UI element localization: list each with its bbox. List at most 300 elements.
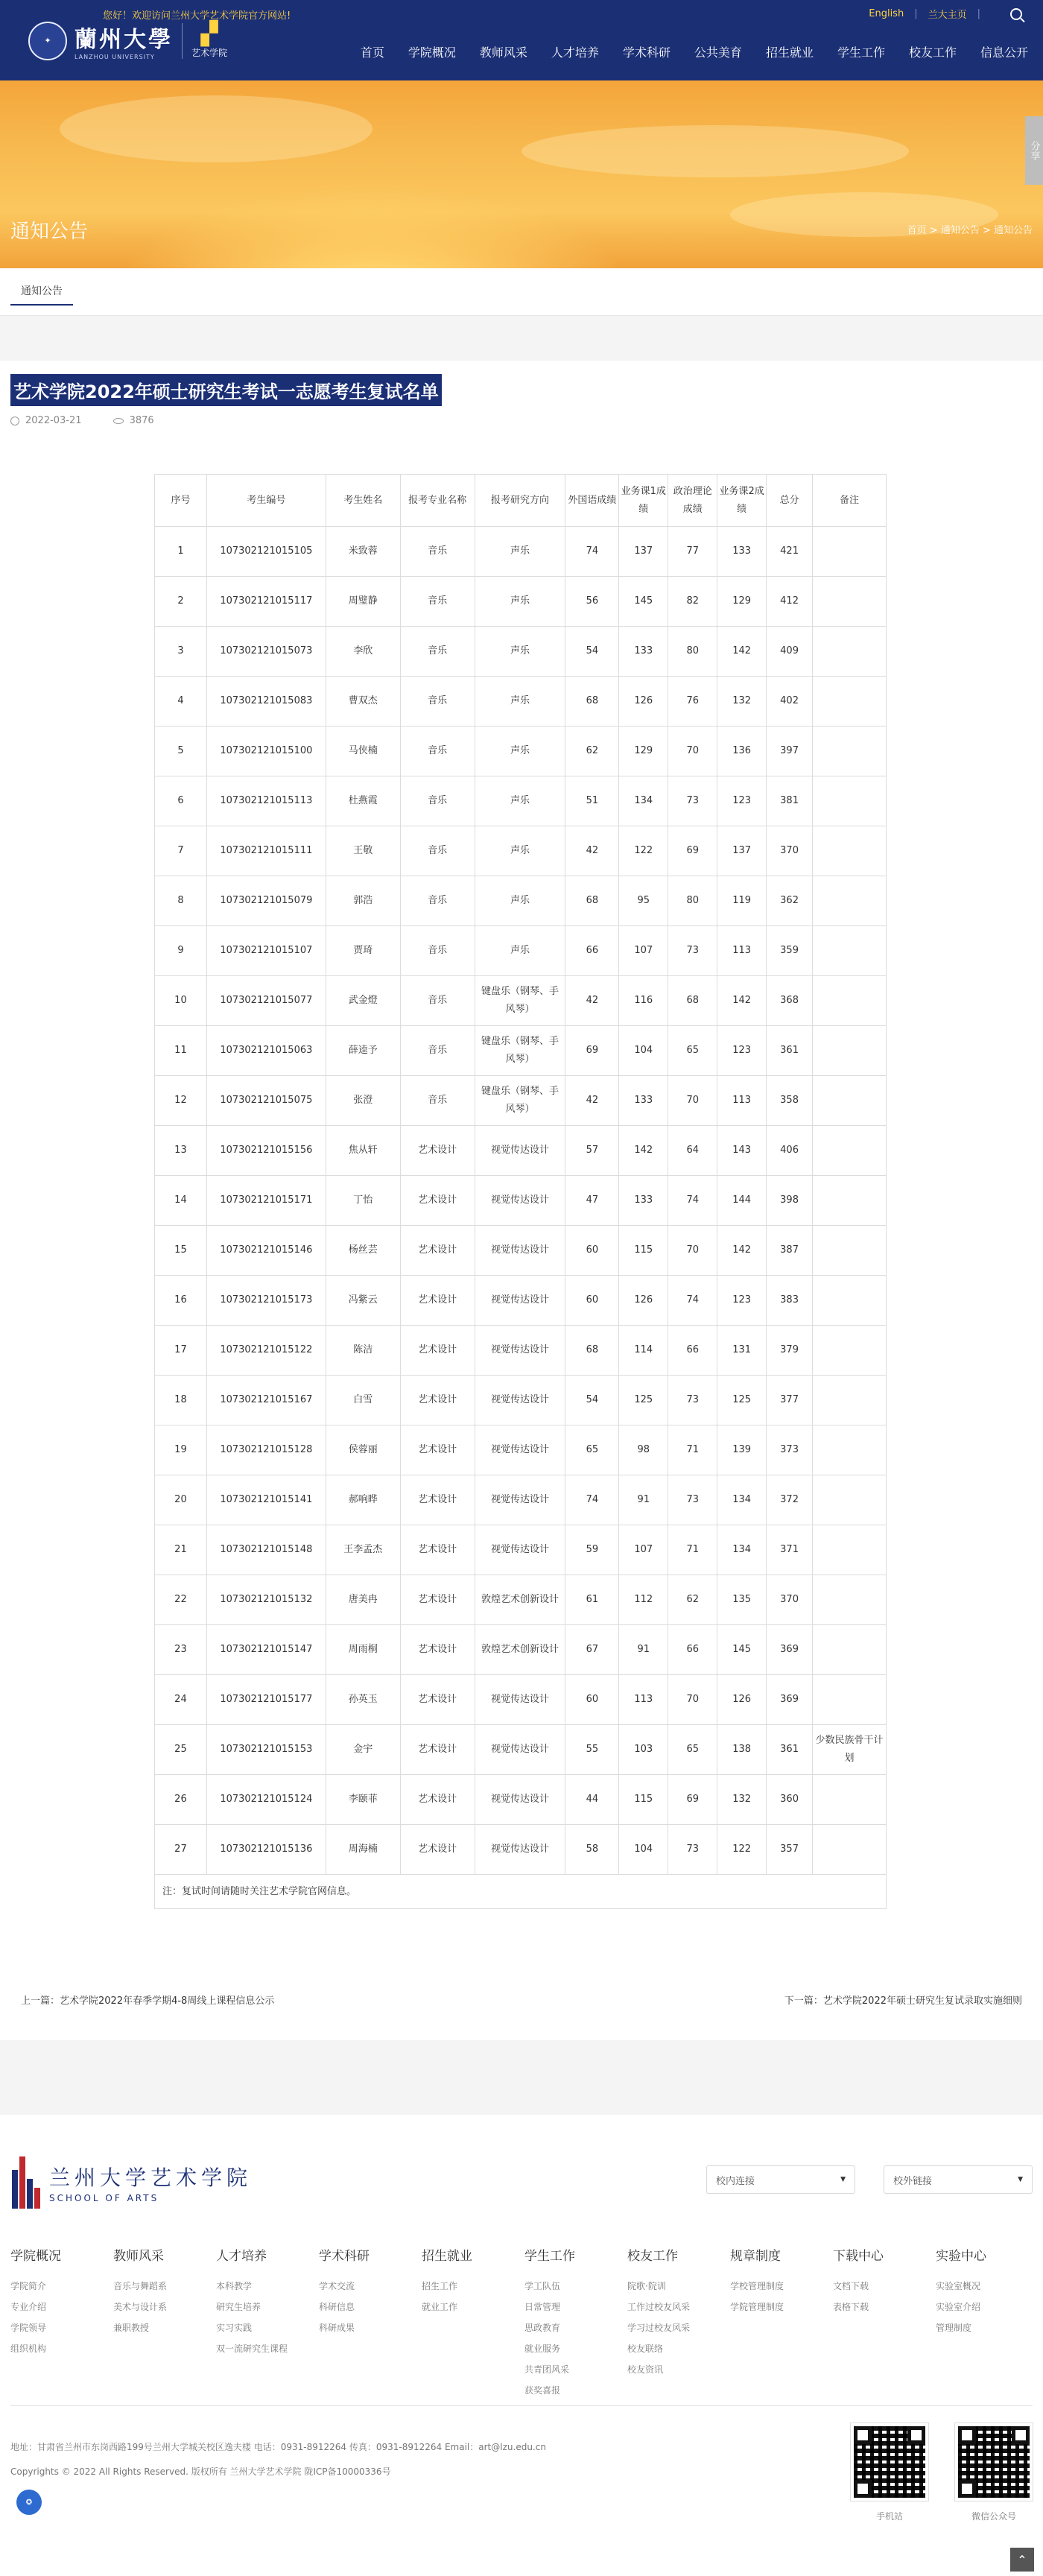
table-cell: 声乐 xyxy=(475,776,565,826)
table-cell: 371 xyxy=(767,1525,813,1575)
table-cell: 7 xyxy=(155,826,207,876)
table-note: 注：复试时间请随时关注艺术学院官网信息。 xyxy=(155,1875,887,1909)
table-cell: 107302121015136 xyxy=(206,1825,326,1875)
table-cell: 73 xyxy=(668,926,717,976)
university-emblem-icon: ✦ xyxy=(28,22,67,60)
table-cell xyxy=(813,1525,887,1575)
table-row xyxy=(155,776,887,826)
table-note-row xyxy=(155,1875,887,1909)
footer-link[interactable]: 学工队伍 xyxy=(524,2281,561,2291)
table-cell xyxy=(813,1625,887,1675)
table-cell: 22 xyxy=(155,1575,207,1625)
table-cell: 119 xyxy=(717,876,767,926)
table-cell: 65 xyxy=(668,1026,717,1076)
table-cell xyxy=(813,1825,887,1875)
link-separator: | xyxy=(977,8,980,19)
table-cell: 陈洁 xyxy=(326,1326,400,1376)
table-cell: 362 xyxy=(767,876,813,926)
footer-logo[interactable] xyxy=(10,2156,252,2209)
table-row xyxy=(155,577,887,627)
footer-link[interactable]: 科研成果 xyxy=(319,2323,355,2333)
footer-link[interactable]: 思政教育 xyxy=(524,2323,561,2333)
table-cell: 67 xyxy=(565,1625,619,1675)
table-cell: 142 xyxy=(619,1126,668,1176)
table-cell: 声乐 xyxy=(475,926,565,976)
footer-link[interactable]: 美术与设计系 xyxy=(113,2302,168,2312)
main-nav xyxy=(337,43,1028,60)
table-cell: 12 xyxy=(155,1076,207,1126)
footer-link[interactable]: 就业工作 xyxy=(422,2302,458,2312)
article-date: 2022-03-21 xyxy=(25,415,82,426)
table-cell: 360 xyxy=(767,1775,813,1825)
table-cell: 5 xyxy=(155,727,207,776)
footer-link[interactable]: 日常管理 xyxy=(524,2302,561,2312)
footer-column xyxy=(113,2245,216,2401)
table-cell xyxy=(813,1126,887,1176)
table-cell: 2 xyxy=(155,577,207,627)
table-cell: 冯紫云 xyxy=(326,1276,400,1326)
table-row xyxy=(155,826,887,876)
footer-link[interactable]: 实验室介绍 xyxy=(936,2302,981,2312)
column-header: 业务课1成绩 xyxy=(619,475,668,527)
internal-links-label: 校内连接 xyxy=(716,2175,755,2187)
table-cell: 66 xyxy=(668,1625,717,1675)
table-cell: 薛逵予 xyxy=(326,1026,400,1076)
table-cell: 3 xyxy=(155,627,207,677)
table-cell: 74 xyxy=(668,1276,717,1326)
table-cell: 视觉传达设计 xyxy=(475,1675,565,1725)
table-cell: 丁怡 xyxy=(326,1176,400,1226)
table-row xyxy=(155,1425,887,1475)
table-cell: 132 xyxy=(717,1775,767,1825)
table-row xyxy=(155,1725,887,1775)
table-cell xyxy=(813,1226,887,1276)
footer-columns xyxy=(10,2245,1039,2401)
table-cell: 18 xyxy=(155,1376,207,1425)
footer-address: 地址：甘肃省兰州市东岗西路199号兰州大学城关校区逸夫楼 电话：0931-8912264 传真：0931-8912264 Email：art@lzu.edu.cn xyxy=(10,2442,546,2452)
table-cell: 398 xyxy=(767,1176,813,1226)
footer-column-heading[interactable]: 招生就业 xyxy=(422,2249,472,2264)
table-cell: 焦从轩 xyxy=(326,1126,400,1176)
table-cell: 361 xyxy=(767,1725,813,1775)
footer-column-heading[interactable]: 下载中心 xyxy=(833,2249,884,2264)
wechat-qr-caption: 微信公众号 xyxy=(971,2511,1016,2522)
table-row xyxy=(155,876,887,926)
back-to-top-icon[interactable]: ⌃ xyxy=(1010,2548,1034,2572)
footer-link[interactable]: 学习过校友风采 xyxy=(627,2323,691,2333)
table-cell: 95 xyxy=(619,876,668,926)
footer-logo-en: SCHOOL OF ARTS xyxy=(49,2193,159,2203)
footer-link[interactable]: 校友资讯 xyxy=(627,2364,664,2375)
table-cell: 107302121015147 xyxy=(206,1625,326,1675)
table-cell: 61 xyxy=(565,1575,619,1625)
table-cell: 21 xyxy=(155,1525,207,1575)
english-link[interactable]: English xyxy=(869,8,904,19)
table-cell: 68 xyxy=(668,976,717,1026)
table-row xyxy=(155,1276,887,1326)
prev-article-link[interactable]: 上一篇：艺术学院2022年春季学期4-8周线上课程信息公示 xyxy=(21,1996,275,2007)
table-cell: 66 xyxy=(565,926,619,976)
table-cell: 107302121015128 xyxy=(206,1425,326,1475)
table-cell xyxy=(813,577,887,627)
footer-column-heading[interactable]: 学术科研 xyxy=(319,2249,370,2264)
table-row xyxy=(155,1376,887,1425)
table-row xyxy=(155,1575,887,1625)
footer-column xyxy=(10,2245,113,2401)
table-cell: 张澄 xyxy=(326,1076,400,1126)
external-links-label: 校外链接 xyxy=(893,2175,933,2187)
table-cell: 104 xyxy=(619,1026,668,1076)
table-row xyxy=(155,1176,887,1226)
table-cell: 1 xyxy=(155,527,207,577)
table-cell xyxy=(813,1425,887,1475)
footer-link[interactable]: 就业服务 xyxy=(524,2344,561,2354)
table-cell xyxy=(813,1775,887,1825)
footer-link[interactable]: 文档下载 xyxy=(833,2281,869,2291)
footer-link[interactable]: 学院管理制度 xyxy=(730,2302,784,2312)
table-cell: 声乐 xyxy=(475,876,565,926)
nav-item[interactable]: 学生工作 xyxy=(837,45,885,60)
internal-links-select[interactable] xyxy=(706,2165,855,2194)
table-cell: 声乐 xyxy=(475,627,565,677)
table-cell: 视觉传达设计 xyxy=(475,1276,565,1326)
footer-link[interactable]: 双一流研究生课程 xyxy=(216,2344,288,2354)
table-cell: 声乐 xyxy=(475,727,565,776)
table-cell: 键盘乐（钢琴、手风琴） xyxy=(475,1076,565,1126)
article xyxy=(0,361,1043,1909)
footer-copyright: Copyrights © 2022 All Rights Reserved. 版权所有 兰州大学艺术学院 陇ICP备10000336号 xyxy=(10,2466,391,2477)
column-header: 考生姓名 xyxy=(326,475,400,527)
table-cell: 107302121015073 xyxy=(206,627,326,677)
table-cell: 142 xyxy=(717,1226,767,1276)
art-school-logo-icon xyxy=(10,2156,40,2209)
footer-link[interactable]: 组织机构 xyxy=(10,2344,47,2354)
table-cell: 视觉传达设计 xyxy=(475,1525,565,1575)
footer-link[interactable]: 实验室概况 xyxy=(936,2281,981,2291)
nav-item[interactable]: 学院概况 xyxy=(408,45,456,60)
table-cell: 66 xyxy=(668,1326,717,1376)
table-cell: 键盘乐（钢琴、手风琴） xyxy=(475,976,565,1026)
footer-link[interactable]: 学校管理制度 xyxy=(730,2281,784,2291)
column-header: 政治理论成绩 xyxy=(668,475,717,527)
table-cell: 115 xyxy=(619,1775,668,1825)
table-cell: 侯蓉丽 xyxy=(326,1425,400,1475)
table-cell: 107302121015171 xyxy=(206,1176,326,1226)
table-row xyxy=(155,527,887,577)
table-cell: 音乐 xyxy=(400,776,475,826)
table-cell: 音乐 xyxy=(400,1076,475,1126)
table-cell: 383 xyxy=(767,1276,813,1326)
table-cell: 视觉传达设计 xyxy=(475,1126,565,1176)
nav-item[interactable]: 人才培养 xyxy=(551,45,599,60)
table-cell: 139 xyxy=(717,1425,767,1475)
table-cell: 视觉传达设计 xyxy=(475,1775,565,1825)
table-cell: 26 xyxy=(155,1775,207,1825)
table-cell: 406 xyxy=(767,1126,813,1176)
table-cell: 68 xyxy=(565,1326,619,1376)
art-school-label: 艺术学院 xyxy=(191,48,228,58)
table-body xyxy=(155,527,887,1875)
table-cell: 艺术设计 xyxy=(400,1825,475,1875)
top-links xyxy=(869,7,1022,21)
table-cell: 艺术设计 xyxy=(400,1475,475,1525)
banner-cloud xyxy=(60,95,372,162)
table-cell: 368 xyxy=(767,976,813,1026)
table-cell: 104 xyxy=(619,1825,668,1875)
footer-link[interactable]: 院歌·院训 xyxy=(627,2281,666,2291)
table-cell: 杜燕霞 xyxy=(326,776,400,826)
table-cell: 397 xyxy=(767,727,813,776)
table-cell: 6 xyxy=(155,776,207,826)
table-cell: 42 xyxy=(565,1076,619,1126)
footer-link[interactable]: 获奖喜报 xyxy=(524,2385,561,2396)
sub-nav xyxy=(0,268,1043,316)
footer-link[interactable]: 共青团风采 xyxy=(524,2364,570,2375)
table-cell: 27 xyxy=(155,1825,207,1875)
table-cell: 周海楠 xyxy=(326,1825,400,1875)
table-cell: 视觉传达设计 xyxy=(475,1475,565,1525)
table-cell: 107302121015077 xyxy=(206,976,326,1026)
table-cell: 音乐 xyxy=(400,826,475,876)
column-header: 报考专业名称 xyxy=(400,475,475,527)
table-cell: 艺术设计 xyxy=(400,1326,475,1376)
column-header: 备注 xyxy=(813,475,887,527)
table-cell: 133 xyxy=(619,627,668,677)
logo-cn: 蘭州大學 xyxy=(74,27,173,53)
nav-item[interactable]: 招生就业 xyxy=(765,45,814,60)
table-cell: 107302121015146 xyxy=(206,1226,326,1276)
table-cell xyxy=(813,876,887,926)
table-cell: 132 xyxy=(717,677,767,727)
table-cell: 107302121015148 xyxy=(206,1525,326,1575)
footer-link[interactable]: 专业介绍 xyxy=(10,2302,47,2312)
site-logo[interactable] xyxy=(28,21,227,60)
footer-column-heading[interactable]: 教师风采 xyxy=(113,2249,164,2264)
column-header: 总分 xyxy=(767,475,813,527)
table-cell xyxy=(813,1176,887,1226)
banner-title: 通知公告 xyxy=(10,221,89,243)
table-cell: 16 xyxy=(155,1276,207,1326)
footer-link[interactable]: 兼职教授 xyxy=(113,2323,150,2333)
table-cell: 135 xyxy=(717,1575,767,1625)
table-cell xyxy=(813,1475,887,1525)
table-cell xyxy=(813,926,887,976)
table-cell: 14 xyxy=(155,1176,207,1226)
table-cell: 音乐 xyxy=(400,677,475,727)
table-row xyxy=(155,1675,887,1725)
footer-column-heading[interactable]: 学生工作 xyxy=(524,2249,575,2264)
footer-link[interactable]: 学术交流 xyxy=(319,2281,355,2291)
table-cell: 视觉传达设计 xyxy=(475,1376,565,1425)
share-button[interactable]: 分享 xyxy=(1025,116,1043,185)
table-cell: 周雨桐 xyxy=(326,1625,400,1675)
table-cell xyxy=(813,976,887,1026)
footer-column xyxy=(216,2245,319,2401)
nav-item[interactable]: 学术科研 xyxy=(622,45,670,60)
table-cell: 艺术设计 xyxy=(400,1276,475,1326)
table-cell xyxy=(813,1276,887,1326)
table-cell: 115 xyxy=(619,1226,668,1276)
table-cell: 377 xyxy=(767,1376,813,1425)
table-cell: 137 xyxy=(717,826,767,876)
footer-column-heading[interactable]: 规章制度 xyxy=(730,2249,781,2264)
table-cell: 123 xyxy=(717,1026,767,1076)
table-cell: 113 xyxy=(619,1675,668,1725)
footer-link[interactable]: 学院简介 xyxy=(10,2281,47,2291)
article-views: 3876 xyxy=(129,415,154,426)
table-cell xyxy=(813,776,887,826)
table-cell xyxy=(813,1026,887,1076)
search-icon[interactable] xyxy=(1010,8,1022,20)
table-cell: 138 xyxy=(717,1725,767,1775)
external-links-select[interactable] xyxy=(884,2165,1033,2194)
table-cell: 133 xyxy=(619,1176,668,1226)
table-cell: 70 xyxy=(668,1076,717,1126)
lzu-home-link[interactable]: 兰大主页 xyxy=(928,10,967,21)
nav-item[interactable]: 公共美育 xyxy=(694,45,742,60)
table-cell: 65 xyxy=(565,1425,619,1475)
footer-link[interactable]: 音乐与舞蹈系 xyxy=(113,2281,168,2291)
table-cell: 71 xyxy=(668,1525,717,1575)
table-cell: 145 xyxy=(717,1625,767,1675)
table-cell: 艺术设计 xyxy=(400,1226,475,1276)
table-row xyxy=(155,1475,887,1525)
footer-column xyxy=(627,2245,730,2401)
table-cell: 24 xyxy=(155,1675,207,1725)
table-row xyxy=(155,1226,887,1276)
footer-column-heading[interactable]: 校友工作 xyxy=(627,2249,678,2264)
page-banner xyxy=(0,80,1043,268)
table-cell: 音乐 xyxy=(400,577,475,627)
chevron-down-icon: ▼ xyxy=(840,2176,846,2183)
footer-column-heading[interactable]: 学院概况 xyxy=(10,2249,61,2264)
table-cell: 17 xyxy=(155,1326,207,1376)
table-cell: 68 xyxy=(565,876,619,926)
spacer-band xyxy=(0,2040,1043,2115)
table-cell: 98 xyxy=(619,1425,668,1475)
table-cell: 42 xyxy=(565,826,619,876)
table-cell: 74 xyxy=(565,527,619,577)
tab-notices[interactable]: 通知公告 xyxy=(10,277,73,306)
table-cell: 55 xyxy=(565,1725,619,1775)
table-cell: 107302121015124 xyxy=(206,1775,326,1825)
table-cell: 142 xyxy=(717,976,767,1026)
table-cell: 68 xyxy=(565,677,619,727)
table-cell: 107302121015141 xyxy=(206,1475,326,1525)
table-cell: 艺术设计 xyxy=(400,1126,475,1176)
table-cell: 74 xyxy=(565,1475,619,1525)
table-cell: 11 xyxy=(155,1026,207,1076)
footer-link[interactable]: 表格下载 xyxy=(833,2302,869,2312)
table-cell: 107302121015177 xyxy=(206,1675,326,1725)
footer-link[interactable]: 实习实践 xyxy=(216,2323,253,2333)
site-header xyxy=(0,0,1043,80)
table-cell: 视觉传达设计 xyxy=(475,1425,565,1475)
table-cell xyxy=(813,627,887,677)
table-cell: 音乐 xyxy=(400,727,475,776)
table-header-row xyxy=(155,475,887,527)
table-cell: 58 xyxy=(565,1825,619,1875)
table-cell: 144 xyxy=(717,1176,767,1226)
table-cell: 107302121015122 xyxy=(206,1326,326,1376)
footer-column-heading[interactable]: 实验中心 xyxy=(936,2249,986,2264)
police-badge-icon[interactable]: ✪ xyxy=(16,2490,42,2515)
footer-link[interactable]: 管理制度 xyxy=(936,2323,972,2333)
table-cell: 91 xyxy=(619,1625,668,1675)
table-cell: 艺术设计 xyxy=(400,1775,475,1825)
footer-link[interactable]: 招生工作 xyxy=(422,2281,458,2291)
table-cell: 80 xyxy=(668,627,717,677)
table-cell: 王敬 xyxy=(326,826,400,876)
footer-divider xyxy=(10,2405,1033,2406)
table-cell xyxy=(813,1076,887,1126)
footer-link[interactable]: 工作过校友风采 xyxy=(627,2302,691,2312)
table-row xyxy=(155,1026,887,1076)
table-cell: 409 xyxy=(767,627,813,677)
table-cell: 李颐菲 xyxy=(326,1775,400,1825)
table-cell: 107302121015167 xyxy=(206,1376,326,1425)
link-separator: | xyxy=(914,8,918,19)
table-cell: 123 xyxy=(717,1276,767,1326)
table-cell: 69 xyxy=(565,1026,619,1076)
table-cell: 125 xyxy=(619,1376,668,1425)
table-cell: 曹双杰 xyxy=(326,677,400,727)
table-cell: 387 xyxy=(767,1226,813,1276)
table-cell: 声乐 xyxy=(475,826,565,876)
table-cell: 62 xyxy=(668,1575,717,1625)
table-cell: 44 xyxy=(565,1775,619,1825)
footer-link[interactable]: 学院领导 xyxy=(10,2323,47,2333)
breadcrumb[interactable]: 首页 > 通知公告 > 通知公告 xyxy=(907,225,1033,236)
footer-link[interactable]: 本科教学 xyxy=(216,2281,253,2291)
footer-link[interactable]: 校友联络 xyxy=(627,2344,664,2354)
wechat-qr-code xyxy=(955,2423,1033,2501)
nav-item[interactable]: 信息公开 xyxy=(980,45,1028,60)
next-article-link[interactable]: 下一篇：艺术学院2022年硕士研究生复试录取实施细则 xyxy=(784,1996,1022,2007)
table-cell: 113 xyxy=(717,1076,767,1126)
table-cell: 114 xyxy=(619,1326,668,1376)
table-cell: 126 xyxy=(619,677,668,727)
table-cell: 音乐 xyxy=(400,627,475,677)
footer-column-heading[interactable]: 人才培养 xyxy=(216,2249,267,2264)
nav-item[interactable]: 教师风采 xyxy=(479,45,527,60)
footer-link[interactable]: 科研信息 xyxy=(319,2302,355,2312)
table-cell: 107302121015105 xyxy=(206,527,326,577)
nav-item[interactable]: 首页 xyxy=(360,45,384,60)
table-cell: 116 xyxy=(619,976,668,1026)
table-cell: 107302121015156 xyxy=(206,1126,326,1176)
nav-item[interactable]: 校友工作 xyxy=(908,45,957,60)
table-cell xyxy=(813,826,887,876)
table-row xyxy=(155,976,887,1026)
table-cell: 23 xyxy=(155,1625,207,1675)
table-cell: 13 xyxy=(155,1126,207,1176)
table-cell: 贾琦 xyxy=(326,926,400,976)
table-cell: 122 xyxy=(619,826,668,876)
table-cell: 122 xyxy=(717,1825,767,1875)
mobile-qr-caption: 手机站 xyxy=(875,2511,903,2522)
table-cell: 73 xyxy=(668,1376,717,1425)
table-cell: 李欣 xyxy=(326,627,400,677)
table-cell: 107302121015117 xyxy=(206,577,326,627)
table-cell: 10 xyxy=(155,976,207,1026)
table-cell: 82 xyxy=(668,577,717,627)
table-cell: 131 xyxy=(717,1326,767,1376)
footer-link[interactable]: 研究生培养 xyxy=(216,2302,261,2312)
table-row xyxy=(155,1525,887,1575)
table-cell: 107 xyxy=(619,926,668,976)
table-cell: 369 xyxy=(767,1625,813,1675)
